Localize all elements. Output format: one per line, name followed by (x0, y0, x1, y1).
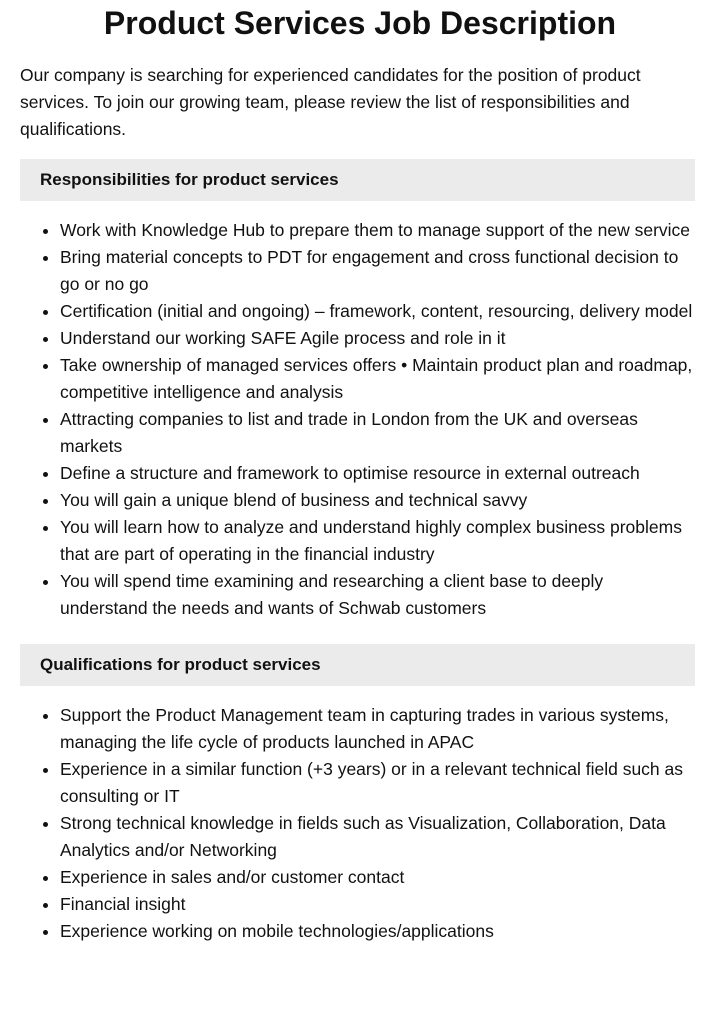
responsibilities-list (20, 217, 695, 622)
list-item: • Certification (initial and ongoing) – framework, content, resourcing, delivery model (60, 298, 695, 325)
list-item: • Experience in sales and/or customer contact (60, 864, 695, 891)
list-item: • Work with Knowledge Hub to prepare them to manage support of the new service (60, 217, 695, 244)
list-item: • Attracting companies to list and trade in London from the UK and overseas markets (60, 406, 695, 460)
list-item: • You will spend time examining and researching a client base to deeply understand the needs and wants of Schwab customers (60, 568, 695, 622)
qualifications-list (20, 702, 695, 945)
list-item: • Support the Product Management team in capturing trades in various systems, managing the life cycle of products launched in APAC (60, 702, 695, 756)
intro-text: Our company is searching for experienced candidates for the position of product services. To join our growing team, please review the list of responsibilities and qualifications. (20, 65, 641, 139)
list-item: • Experience working on mobile technologies/applications (60, 918, 695, 945)
responsibilities-heading: Responsibilities for product services (20, 159, 695, 201)
page-title: Product Services Job Description (103, 5, 617, 41)
list-item: • Strong technical knowledge in fields such as Visualization, Collaboration, Data Analytics and/or Networking (60, 810, 695, 864)
list-item: • Take ownership of managed services offers • Maintain product plan and roadmap, competitive intelligence and analysis (60, 352, 695, 406)
list-item: • Experience in a similar function (+3 years) or in a relevant technical field such as consulting or IT (60, 756, 695, 810)
qualifications-heading: Qualifications for product services (20, 644, 695, 686)
list-item: • Bring material concepts to PDT for engagement and cross functional decision to go or no go (60, 244, 695, 298)
list-item: • You will gain a unique blend of business and technical savvy (60, 487, 695, 514)
list-item: • Define a structure and framework to optimise resource in external outreach (60, 460, 695, 487)
list-item: • Financial insight (60, 891, 695, 918)
list-item: • You will learn how to analyze and understand highly complex business problems that are part of operating in the financial industry (60, 514, 695, 568)
list-item: • Understand our working SAFE Agile process and role in it (60, 325, 695, 352)
